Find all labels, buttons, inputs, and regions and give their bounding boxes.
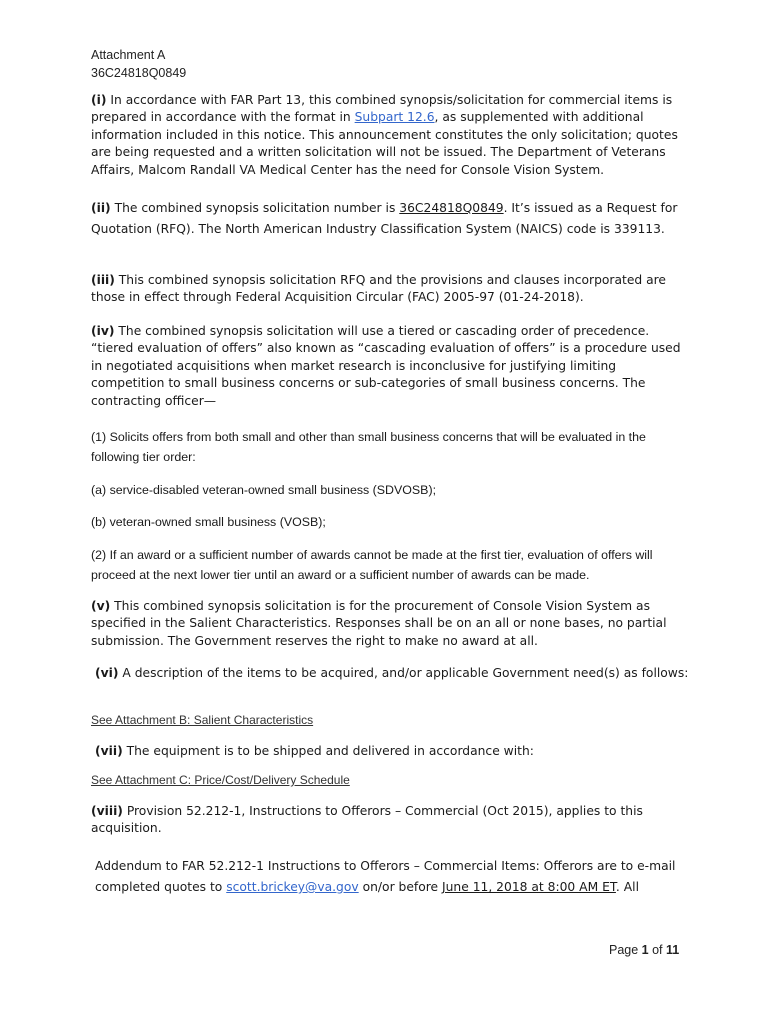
solicitation-number: 36C24818Q0849 [399,201,504,215]
paragraph-text: The combined synopsis solicitation will use a tiered or cascading order of precedence. “tiered evaluation of offers” also known as “cascading evaluation of offers” is a procedure used in negotiated acquisitions when market research is inconclusive for justifying limiting competition to small business concerns or sub-categories of small business concerns. The contracting officer— [91,324,681,408]
paragraph-label: (ii) [91,201,111,215]
deadline-date: June 11, 2018 at 8:00 AM ET [442,880,616,894]
attachment-heading: Attachment A [91,48,166,62]
solicitation-number-heading: 36C24818Q0849 [91,66,187,80]
paragraph-i [91,92,689,179]
tier-item-2: (2) If an award or a sufficient number of awards cannot be made at the first tier, evaluation of offers will proceed at the next lower tier until an award or a sufficient number of awards can be made. [91,548,653,582]
paragraph-ii [91,198,689,240]
total-pages: 11 [666,943,680,957]
tier-item-b: (b) veteran-owned small business (VOSB); [91,515,326,529]
of-word: of [648,943,666,957]
paragraph-text: Provision 52.212-1, Instructions to Offerors – Commercial (Oct 2015), applies to this acquisition. [91,804,643,836]
page-word: Page [609,943,642,957]
paragraph-label: (v) [91,599,111,613]
paragraph-label: (vii) [95,744,123,758]
paragraph-text: This combined synopsis solicitation is for the procurement of Console Vision System as specified in the Salient Characteristics. Responses shall be on an all or none bases, no partial submission. The Government reserves the right to make no award at all. [91,599,667,648]
paragraph-text: In accordance with FAR Part 13, this combined synopsis/solicitation for commercial items is prepared in accordance with the format in [91,93,673,125]
paragraph-text: on/or before [358,880,443,894]
paragraph-text: . It’s issued as a Request for Quotation (RFQ). The North American Industry Classification System (NAICS) code is 339113. [91,201,678,236]
paragraph-text: , as supplemented with additional information included in this notice. This announcement constitutes the only solicitation; quotes are being requested and a written solicitation will not be issued. The Department of Veterans Affairs, Malcom Randall VA Medical Center has the need for Console Vision System. [91,110,678,177]
paragraph-label: (vi) [95,666,119,680]
paragraph-iv [91,323,689,410]
paragraph-viii [91,803,689,838]
attachment-c-reference: See Attachment C: Price/Cost/Delivery Schedule [91,773,350,787]
paragraph-text: Addendum to FAR 52.212-1 Instructions to Offerors – Commercial Items: Offerors are to e-mail completed quotes to [95,859,676,894]
subpart-link[interactable]: Subpart 12.6 [354,110,435,125]
paragraph-text: The equipment is to be shipped and delivered in accordance with: [122,744,534,758]
paragraph-vii [95,743,693,760]
paragraph-label: (iii) [91,273,115,287]
paragraph-v [91,598,689,650]
paragraph-label: (iv) [91,324,115,338]
current-page: 1 [641,943,649,957]
paragraph-iii [91,272,689,307]
paragraph-text: The combined synopsis solicitation number is [110,201,400,215]
paragraph-text: A description of the items to be acquired, and/or applicable Government need(s) as follows: [118,666,689,680]
paragraph-text: This combined synopsis solicitation RFQ and the provisions and clauses incorporated are those in effect through Federal Acquisition Circular (FAC) 2005-97 (01-24-2018). [91,273,666,305]
addendum-paragraph [95,856,685,898]
paragraph-label: (i) [91,93,107,107]
email-link[interactable]: scott.brickey@va.gov [226,880,359,894]
paragraph-text: . All [615,880,639,894]
tier-item-a: (a) service-disabled veteran-owned small business (SDVOSB); [91,483,437,497]
paragraph-label: (viii) [91,804,123,818]
attachment-b-reference: See Attachment B: Salient Characteristics [91,713,314,727]
page-footer [609,943,679,957]
paragraph-vi [95,665,689,682]
tier-item-1: (1) Solicits offers from both small and other than small business concerns that will be evaluated in the following tier order: [91,430,646,464]
